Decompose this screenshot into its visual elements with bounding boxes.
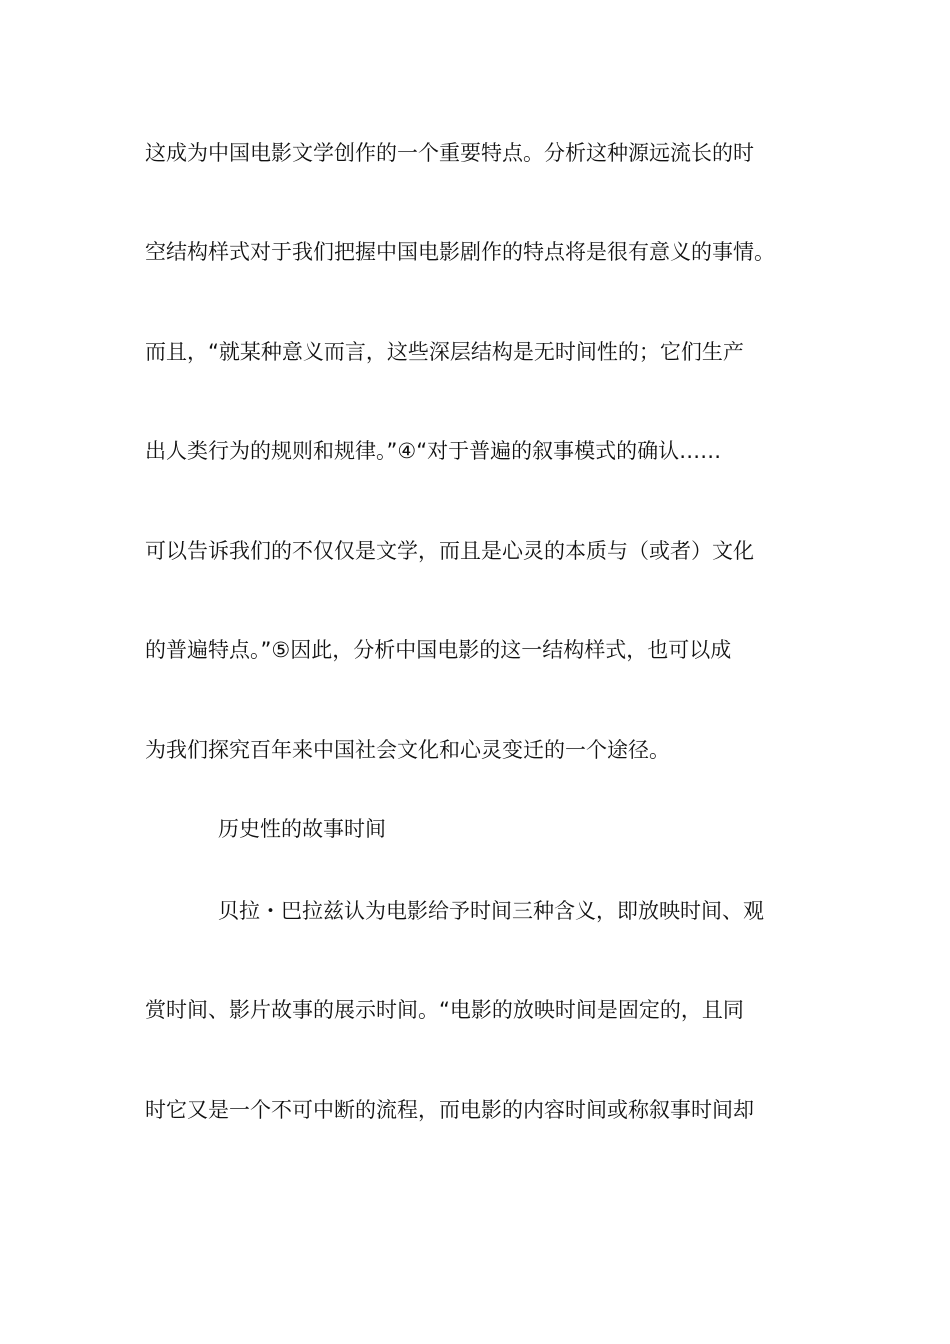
paragraph-line: 时它又是一个不可中断的流程，而电影的内容时间或称叙事时间却 — [145, 1098, 754, 1122]
paragraph-line: 而且，“就某种意义而言，这些深层结构是无时间性的；它们生产 — [145, 340, 744, 364]
paragraph-line: 这成为中国电影文学创作的一个重要特点。分析这种源远流长的时 — [145, 141, 754, 165]
section-heading: 历史性的故事时间 — [218, 817, 386, 841]
paragraph-line: 空结构样式对于我们把握中国电影剧作的特点将是很有意义的事情。 — [145, 240, 775, 264]
paragraph-line: 赏时间、影片故事的展示时间。“电影的放映时间是固定的，且同 — [145, 998, 744, 1022]
paragraph-line: 出人类行为的规则和规律。”④“对于普遍的叙事模式的确认…… — [145, 439, 722, 463]
paragraph-line: 可以告诉我们的不仅仅是文学，而且是心灵的本质与（或者）文化 — [145, 539, 754, 563]
paragraph-line: 为我们探究百年来中国社会文化和心灵变迁的一个途径。 — [145, 738, 670, 762]
paragraph-first-line: 贝拉・巴拉兹认为电影给予时间三种含义，即放映时间、观 — [218, 899, 764, 923]
paragraph-line: 的普遍特点。”⑤因此，分析中国电影的这一结构样式，也可以成 — [145, 638, 732, 662]
